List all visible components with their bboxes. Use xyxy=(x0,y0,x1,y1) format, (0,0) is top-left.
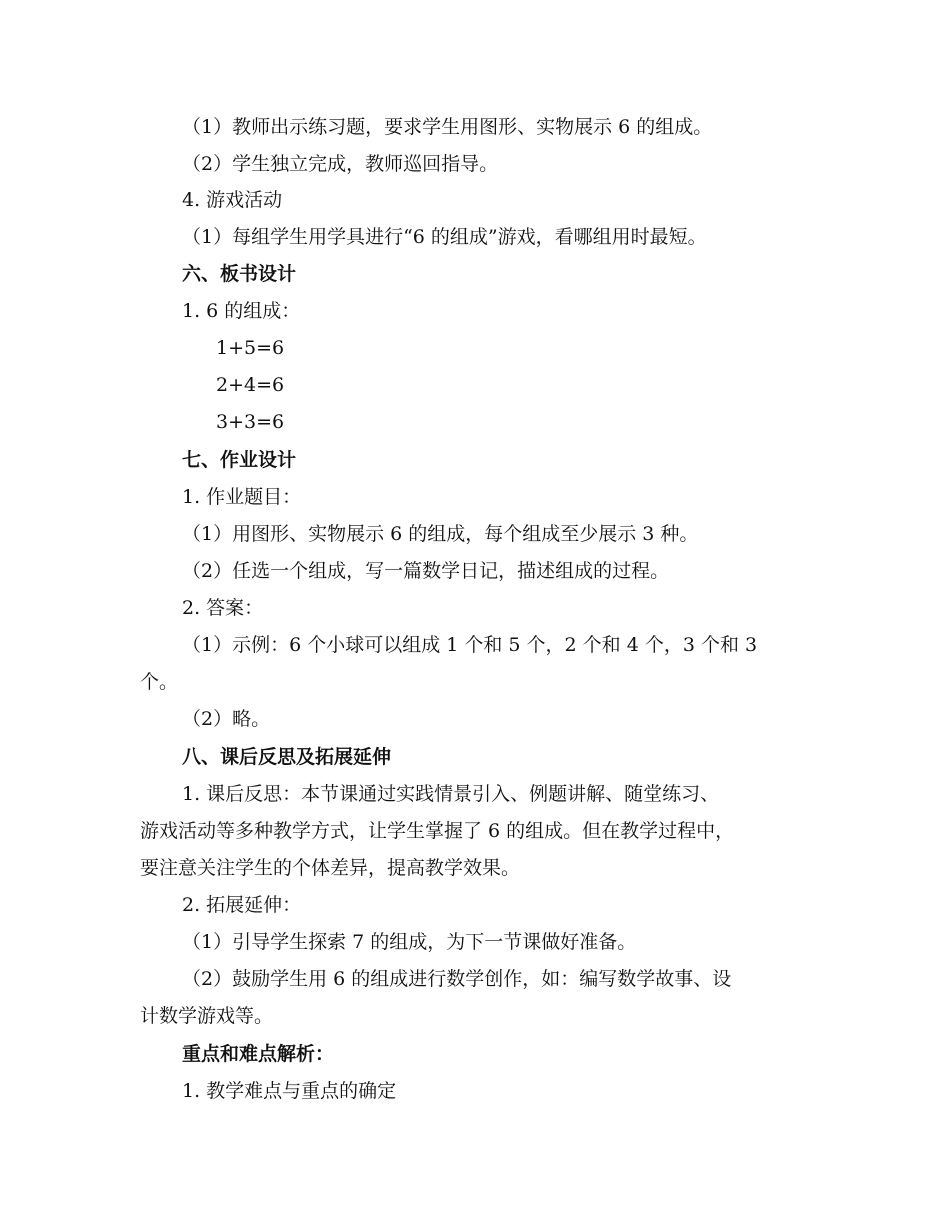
list-item: 1. 教学难点与重点的确定 xyxy=(182,1080,397,1102)
text-line: （1）用图形、实物展示 6 的组成，每个组成至少展示 3 种。 xyxy=(182,523,699,545)
text-line: （2）略。 xyxy=(182,708,271,730)
text-line: （1）每组学生用学具进行“6 的组成”游戏，看哪组用时最短。 xyxy=(182,226,707,248)
text-line: （1）教师出示练习题，要求学生用图形、实物展示 6 的组成。 xyxy=(182,116,713,138)
text-line: 游戏活动等多种教学方式，让学生掌握了 6 的组成。但在教学过程中， xyxy=(140,820,735,842)
list-item: 1. 课后反思：本节课通过实践情景引入、例题讲解、随堂练习、 xyxy=(182,783,720,805)
text-line: （2）学生独立完成，教师巡回指导。 xyxy=(182,153,499,175)
list-item: 4. 游戏活动 xyxy=(182,189,283,211)
section-heading: 七、作业设计 xyxy=(182,449,297,471)
text-line: （2）任选一个组成，写一篇数学日记，描述组成的过程。 xyxy=(182,560,670,582)
text-line: 计数学游戏等。 xyxy=(140,1005,274,1027)
text-line: 个。 xyxy=(140,671,179,693)
section-heading: 重点和难点解析： xyxy=(182,1043,335,1065)
list-item: 1. 作业题目： xyxy=(182,486,302,508)
list-item: 1. 6 的组成： xyxy=(182,300,301,322)
text-line: （1）引导学生探索 7 的组成，为下一节课做好准备。 xyxy=(182,931,637,953)
list-item: 2. 答案： xyxy=(182,597,264,619)
text-line: （1）示例：6 个小球可以组成 1 个和 5 个，2 个和 4 个，3 个和 3 xyxy=(182,634,758,656)
section-heading: 八、课后反思及拓展延伸 xyxy=(182,746,392,768)
list-item: 2. 拓展延伸： xyxy=(182,894,302,916)
text-line: 要注意关注学生的个体差异，提高教学效果。 xyxy=(140,857,521,879)
equation-line: 2+4=6 xyxy=(216,374,285,396)
text-line: （2）鼓励学生用 6 的组成进行数学创作，如：编写数学故事、设 xyxy=(182,968,732,990)
equation-line: 1+5=6 xyxy=(216,337,285,359)
section-heading: 六、板书设计 xyxy=(182,263,297,285)
equation-line: 3+3=6 xyxy=(216,411,285,433)
